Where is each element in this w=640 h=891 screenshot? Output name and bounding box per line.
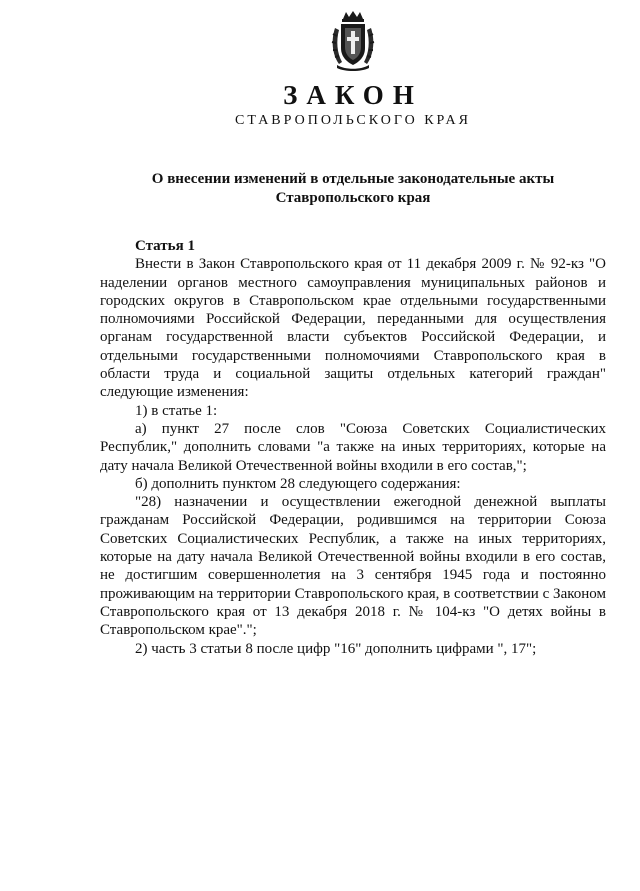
document-type: ЗАКОН <box>283 80 423 110</box>
stavropol-coat-of-arms-icon <box>329 10 377 72</box>
paragraph-item-1b: б) дополнить пунктом 28 следующего содержания: <box>135 475 461 492</box>
paragraph-intro: Внести в Закон Ставропольского края от 11 декабря 2009 г. № 92-кз "О наделении органов местного самоуправления муниципальных районов и городских округов в Ставропольском крае отдельными государственными полномочиями Российской Федерации, переданными для осуществления органам государственной власти субъектов Российской Федерации, и отдельными государственными полномочиями Ставропольского края в области труда и социальной защиты отдельных категорий граждан" следующие изменения: <box>100 256 606 401</box>
paragraph-item-1: 1) в статье 1: <box>135 402 218 419</box>
document-body <box>100 237 606 658</box>
document-region: СТАВРОПОЛЬСКОГО КРАЯ <box>235 113 471 128</box>
paragraph-item-2: 2) часть 3 статьи 8 после цифр "16" дополнить цифрами ", 17"; <box>135 640 537 657</box>
article-heading: Статья 1 <box>135 238 195 254</box>
paragraph-point-28: "28) назначении и осуществлении ежегодной денежной выплаты гражданам Российской Федерации, родившимся на территории Союза Советских Социалистических Республик, а также на иных территориях, которые на дату начала Великой Отечественной войны входили в его состав, не достигшим совершеннолетия на 3 сентября 1945 года и постоянно проживающим на территории Ставропольского края, в соответствии с Законом Ставропольского края от 13 декабря 2018 г. № 104-кз "О детях войны в Ставропольском крае"."; <box>100 494 606 639</box>
paragraph-item-1a: а) пункт 27 после слов "Союза Советских Социалистических Республик," дополнить словами "а также на иных территориях, которые на дату начала Великой Отечественной войны входили в его состав,"; <box>100 420 606 474</box>
document-title: О внесении изменений в отдельные законодательные акты Ставропольского края <box>151 171 555 206</box>
